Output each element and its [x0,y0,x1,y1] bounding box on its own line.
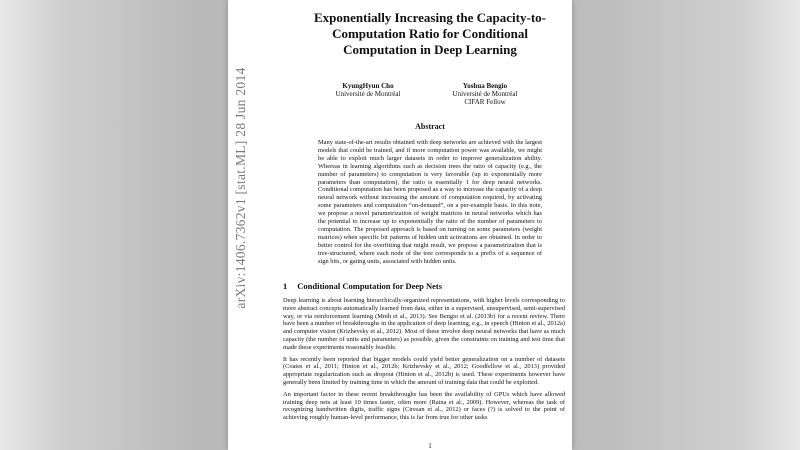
author-block [445,82,525,106]
body-paragraph: An important factor in these recent breakthroughs has been the availability of GPUs which have allowed training deep nets at least 10 times faster, often more (Raina et al., 2009). However, whereas the task of recognizing handwritten digits, traffic signs (Ciresan et al., 2012) or faces (?) is solved to the point of achieving roughly human-level performance, this is far from true for other tasks [283,390,565,422]
author-affiliation: Université de Montréal [452,90,518,98]
author-name: KyungHyun Cho [342,82,394,90]
section-heading [283,281,442,291]
abstract-heading: Abstract [415,122,445,131]
paper-title: Exponentially Increasing the Capacity-to-Computation Ratio for Conditional Computation in Deep Learning [314,10,546,57]
section-title: Conditional Computation for Deep Nets [297,281,443,291]
arxiv-sidebar [232,67,250,309]
author-block [328,82,408,98]
body-paragraph: It has recently been reported that bigger models could yield better generalization on a number of datasets (Coates et al., 2011; Hinton et al., 2012b; Krizhevsky et al., 2012; Goodfellow et al., 2013) provided appropriate regularization such as dropout (Hinton et al., 2012b) is used. These experiments however have generally been limited by training time in which the amount of training data that could be exploited. [283,355,565,386]
section-body [283,297,565,426]
author-affiliation: CIFAR Fellow [464,98,506,106]
author-affiliation: Université de Montréal [335,90,401,98]
arxiv-identifier: arXiv:1406.7362v1 [stat.ML] 28 Jun 2014 [233,67,248,309]
author-name: Yoshua Bengio [462,82,508,90]
abstract-text: Many state-of-the-art results obtained with deep networks are achieved with the largest models that could be trained, and if more computation power was available, we might be able to exploit much larger datasets in order to improve generalization ability. Whereas in learning algorithms such as decision trees the ratio of capacity (e.g., the number of parameters) to computation is very favorable (up to exponentially more parameters than computation), the ratio is essentially 1 for deep neural networks. Conditional computation has been proposed as a way to increase the capacity of a deep neural network without increasing the amount of computation required, by activating some parameters and computation “on-demand”, on a per-example basis. In this note, we propose a novel parametrization of weight matrices in neural networks which has the potential to increase up to exponentially the ratio of the number of parameters to computation. The proposed approach is based on turning on some parameters (weight matrices) when specific bit patterns of hidden unit activations are obtained. In order to better control for the overfitting that might result, we propose a parametrization that is tree-structured, where each node of the tree corresponds to a prefix of a sequence of sign bits, or gating units, associated with hidden units. [318,139,542,265]
section-number: 1 [283,281,288,291]
page-number: 1 [428,442,432,450]
body-paragraph: Deep learning is about learning hierarchically-organized representations, with higher levels corresponding to more abstract concepts automatically learned from data, either in a supervised, unsupervised, semi-supervised way, or via reinforcement learning (Mnih et al., 2013). See Bengio et al. (2013b) for a recent review. There have been a number of breakthroughs in the application of deep learning, e.g., in speech (Hinton et al., 2012a) and computer vision (Krizhevsky et al., 2012). Most of these involve deep neural networks that have as much capacity (the number of units and parameters) as possible, given the constraints on training and test time that made these experiments reasonably feasible. [283,297,565,351]
